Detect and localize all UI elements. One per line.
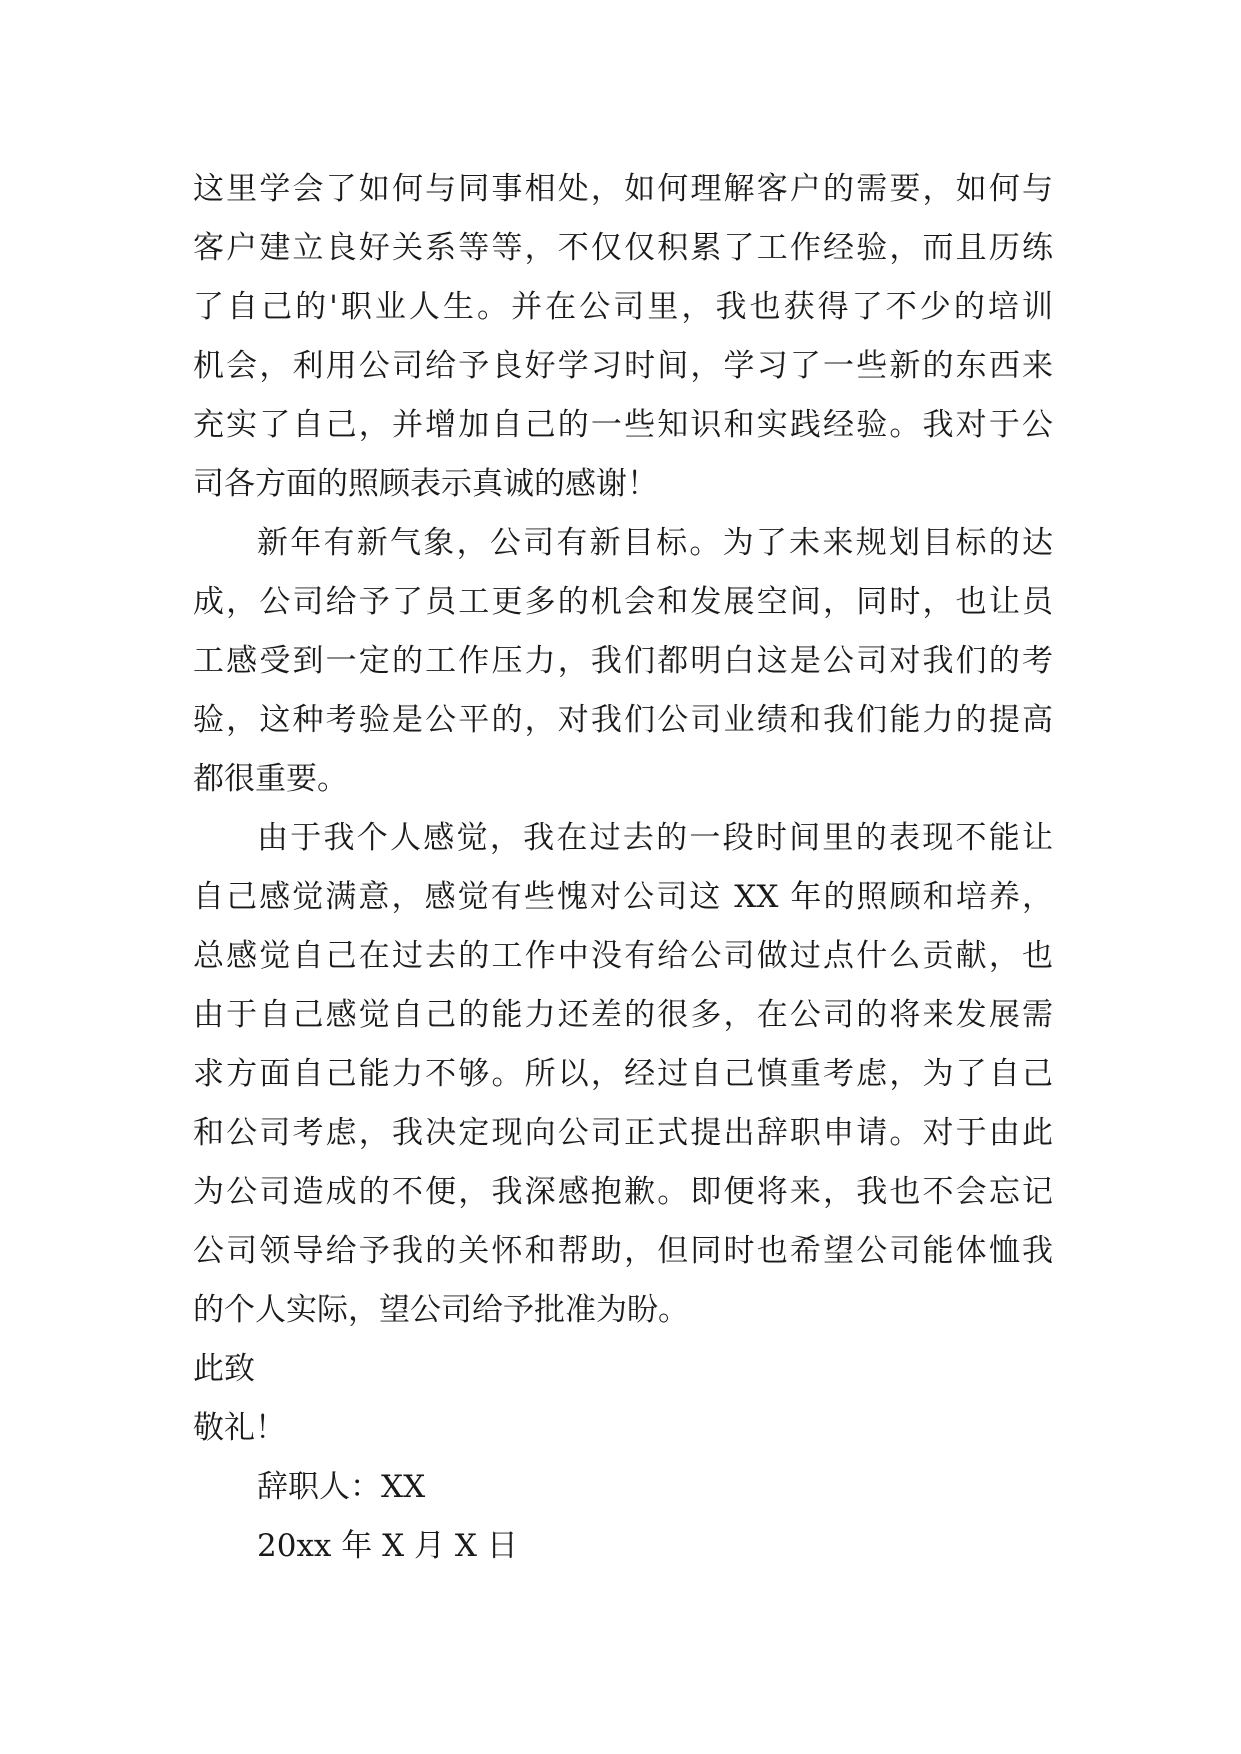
paragraph-line: 自己感觉满意，感觉有些愧对公司这 XX 年的照顾和培养，: [193, 879, 1053, 915]
paragraph-line: 客户建立良好关系等等，不仅仅积累了工作经验，而且历练: [193, 230, 1053, 266]
letter-body: [193, 160, 1053, 1576]
paragraph-line: 工感受到一定的工作压力，我们都明白这是公司对我们的考: [193, 643, 1053, 679]
paragraph-line: 都很重要。: [193, 761, 348, 797]
paragraph-line: 司各方面的照顾表示真诚的感谢！: [193, 466, 658, 502]
paragraph-line: 总感觉自己在过去的工作中没有给公司做过点什么贡献，也: [193, 938, 1053, 974]
signer-line: 辞职人：XX: [257, 1469, 426, 1505]
paragraph-line: 这里学会了如何与同事相处，如何理解客户的需要，如何与: [193, 171, 1053, 207]
paragraph-line: 充实了自己，并增加自己的一些知识和实践经验。我对于公: [193, 407, 1053, 443]
paragraph-line: 求方面自己能力不够。所以，经过自己慎重考虑，为了自己: [193, 1056, 1053, 1092]
salutation-line-1: 此致: [193, 1351, 255, 1387]
paragraph-line: 新年有新气象，公司有新目标。为了未来规划目标的达: [257, 525, 1053, 561]
closing-block: [193, 1340, 1053, 1576]
date-line: 20xx 年 X 月 X 日: [257, 1528, 518, 1564]
paragraph-line: 由于自己感觉自己的能力还差的很多，在公司的将来发展需: [193, 997, 1053, 1033]
paragraph-line: 的个人实际，望公司给予批准为盼。: [193, 1292, 689, 1328]
paragraph-line: 公司领导给予我的关怀和帮助，但同时也希望公司能体恤我: [193, 1233, 1053, 1269]
paragraph-line: 验，这种考验是公平的，对我们公司业绩和我们能力的提高: [193, 702, 1053, 738]
paragraph-line: 和公司考虑，我决定现向公司正式提出辞职申请。对于由此: [193, 1115, 1053, 1151]
paragraph: [193, 809, 1053, 1340]
paragraph-line: 了自己的'职业人生。并在公司里，我也获得了不少的培训: [193, 289, 1053, 325]
paragraph-line: 成，公司给予了员工更多的机会和发展空间，同时，也让员: [193, 584, 1053, 620]
paragraph: [193, 160, 1053, 514]
paragraph-line: 由于我个人感觉，我在过去的一段时间里的表现不能让: [257, 820, 1053, 856]
paragraph-line: 机会，利用公司给予良好学习时间，学习了一些新的东西来: [193, 348, 1053, 384]
paragraph: [193, 514, 1053, 809]
salutation-line-2: 敬礼！: [193, 1410, 286, 1446]
paragraph-line: 为公司造成的不便，我深感抱歉。即便将来，我也不会忘记: [193, 1174, 1053, 1210]
